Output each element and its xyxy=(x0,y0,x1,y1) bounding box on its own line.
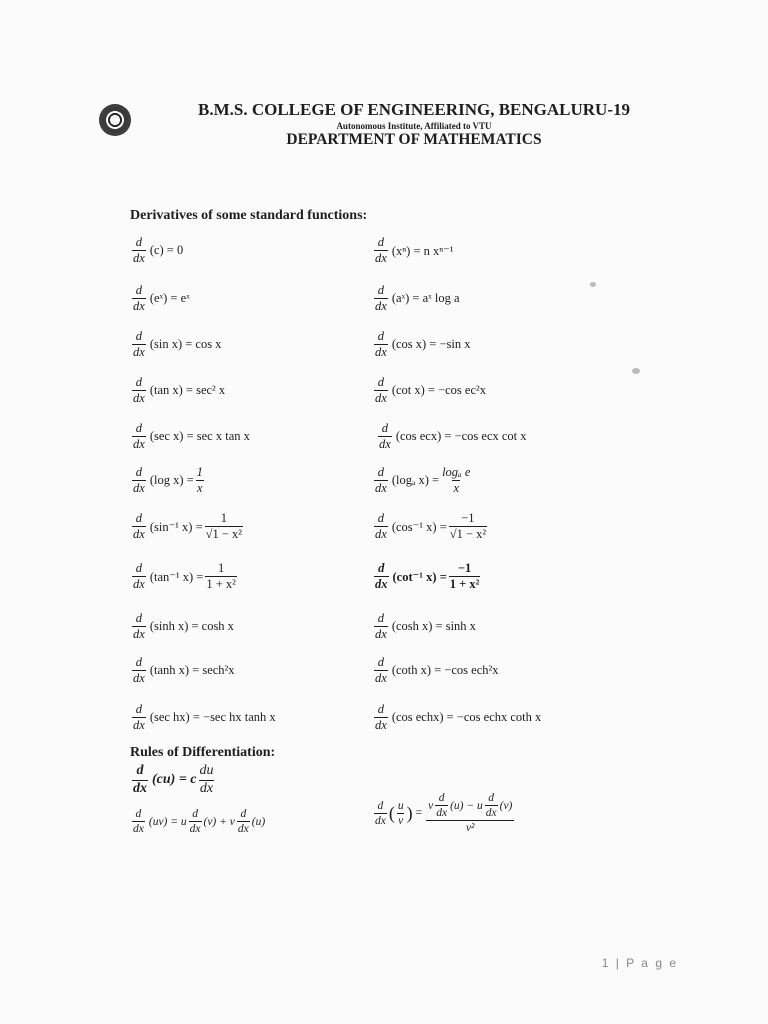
derivatives-heading: Derivatives of some standard functions: xyxy=(130,208,368,223)
scan-speck xyxy=(632,368,640,374)
rule-constant-multiple: $\frac{d}{dx}$ (cu) = c $\frac{du}{dx}$ xyxy=(133,763,214,796)
formula-power: $\frac{d}{dx}$ (xⁿ) = n xⁿ⁻¹ xyxy=(375,235,454,266)
formula-log-a: $\frac{d}{dx}$ (logₐ x) = $\frac{\text{logₐ e}}{x}$ xyxy=(375,465,471,496)
formula-sec: $\frac{d}{dx}$ (sec x) = sec x tan x xyxy=(133,421,250,452)
rule-quotient: $\frac{d}{dx}$ ( $\frac{u}{v}$ ) = v $\frac{d}{dx}$ (u) − u $\frac{d}{dx}$ (v) v² xyxy=(375,792,513,835)
formula-constant: $\frac{d}{dx}$ (c) = 0 xyxy=(133,235,184,266)
formula-cos: $\frac{d}{dx}$ (cos x) = −sin x xyxy=(375,329,471,360)
scan-speck xyxy=(590,282,596,287)
page-number: 1 | P a g e xyxy=(601,956,678,970)
department-title: DEPARTMENT OF MATHEMATICS xyxy=(286,131,542,148)
formula-sin: $\frac{d}{dx}$ (sin x) = cos x xyxy=(133,329,222,360)
formula-arccot: $\frac{d}{dx}$ (cot⁻¹ x) = $\frac{-1}{\text{1 + x²}}$ xyxy=(375,561,480,592)
rule-product: $\frac{d}{dx}$ (uv) = u $\frac{d}{dx}$ (v) + v $\frac{d}{dx}$ (u) xyxy=(133,808,266,836)
formula-sinh: $\frac{d}{dx}$ (sinh x) = cosh x xyxy=(133,611,234,642)
formula-tanh: $\frac{d}{dx}$ (tanh x) = sech²x xyxy=(133,655,235,686)
formula-sech: $\frac{d}{dx}$ (sec hx) = −sec hx tanh x xyxy=(133,702,276,733)
rules-heading: Rules of Differentiation: xyxy=(130,745,276,760)
college-subtitle: Autonomous Institute, Affiliated to VTU xyxy=(336,121,492,131)
formula-log: $\frac{d}{dx}$ (log x) = $\frac{1}{x}$ xyxy=(133,465,203,496)
formula-cosh: $\frac{d}{dx}$ (cosh x) = sinh x xyxy=(375,611,476,642)
formula-cot: $\frac{d}{dx}$ (cot x) = −cos ec²x xyxy=(375,375,487,406)
formula-tan: $\frac{d}{dx}$ (tan x) = sec² x xyxy=(133,375,226,406)
formula-arctan: $\frac{d}{dx}$ (tan⁻¹ x) = $\frac{1}{\text{1 + x²}}$ xyxy=(133,561,236,592)
formula-a-power: $\frac{d}{dx}$ (aˣ) = aˣ log a xyxy=(375,283,460,314)
college-title: B.M.S. COLLEGE OF ENGINEERING, BENGALURU-19 xyxy=(198,100,630,119)
formula-arccos: $\frac{d}{dx}$ (cos⁻¹ x) = $\frac{-1}{\text{√1 − x²}}$ xyxy=(375,511,487,542)
formula-exp: $\frac{d}{dx}$ (eˣ) = eˣ xyxy=(133,283,190,314)
formula-cosec: $\frac{d}{dx}$ (cos ecx) = −cos ecx cot x xyxy=(379,421,527,452)
formula-arcsin: $\frac{d}{dx}$ (sin⁻¹ x) = $\frac{1}{\text{√1 − x²}}$ xyxy=(133,511,243,542)
formula-cosech: $\frac{d}{dx}$ (cos echx) = −cos echx coth x xyxy=(375,702,542,733)
formula-coth: $\frac{d}{dx}$ (coth x) = −cos ech²x xyxy=(375,655,499,686)
